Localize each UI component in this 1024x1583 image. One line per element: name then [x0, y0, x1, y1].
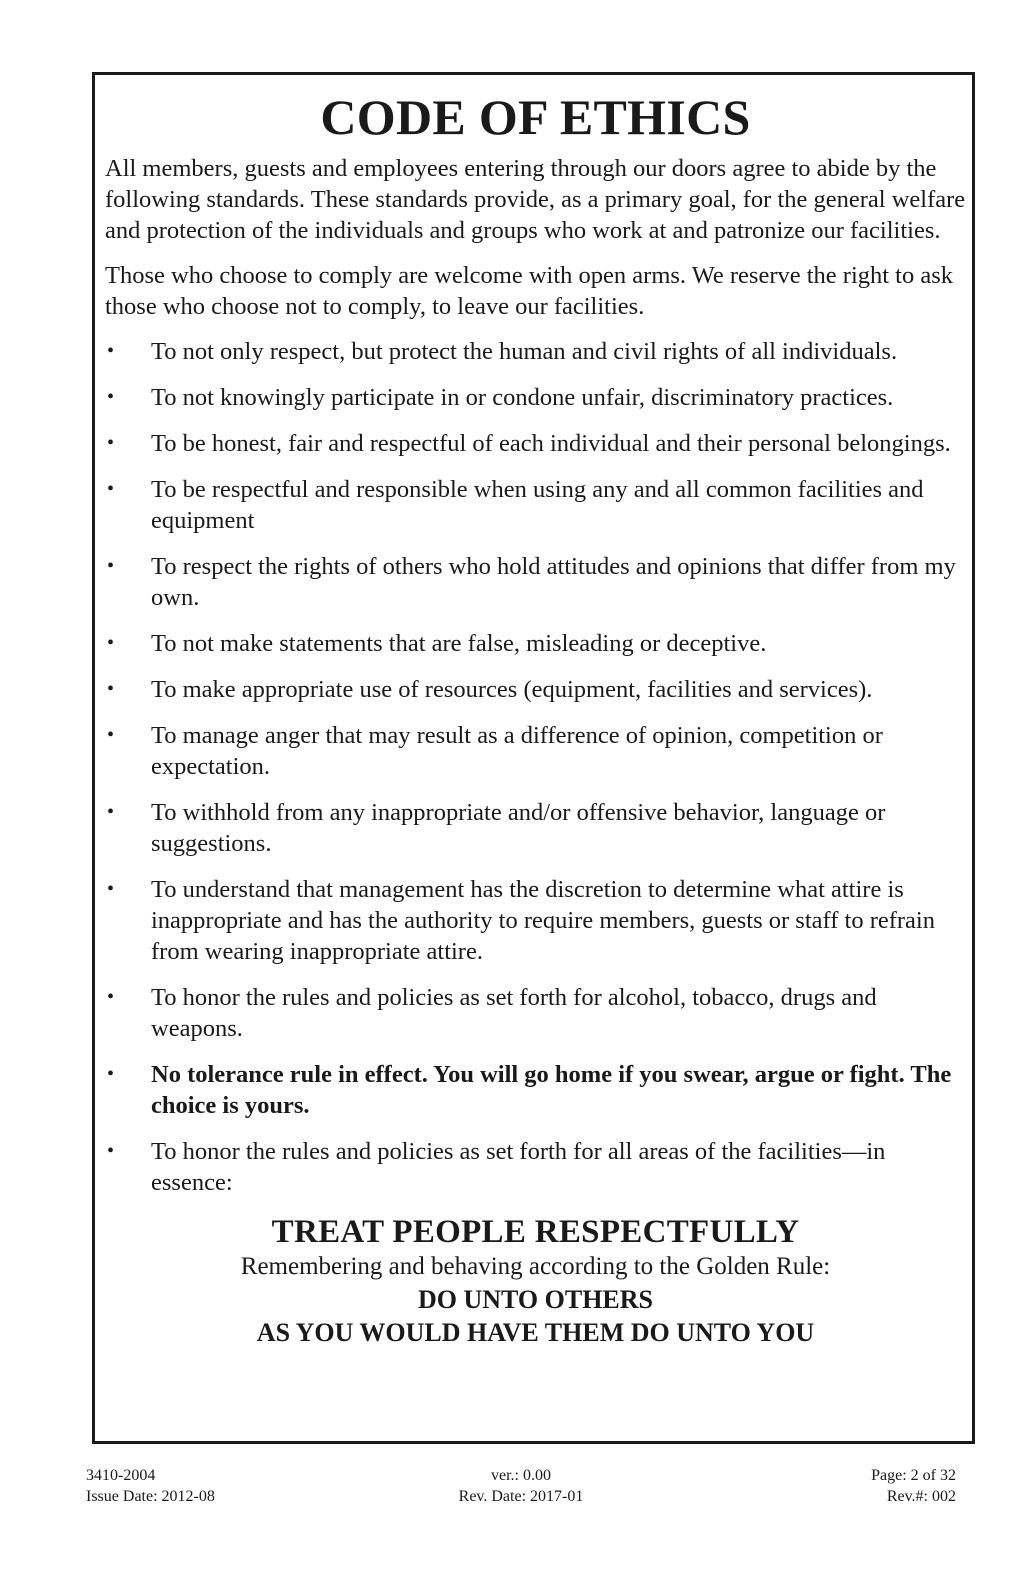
rule-text: To not knowingly participate in or condone unfair, discriminatory practices.	[151, 384, 894, 411]
rule-text: To manage anger that may result as a difference of opinion, competition or expectation.	[151, 722, 883, 780]
bullet-icon: •	[107, 432, 115, 454]
list-item	[105, 382, 966, 413]
bullet-icon: •	[107, 1063, 115, 1085]
bullet-icon: •	[107, 632, 115, 654]
rule-text: To be respectful and responsible when using any and all common facilities and equipment	[151, 476, 924, 534]
list-item	[105, 982, 966, 1044]
page-number: Page: 2 of 32	[871, 1467, 956, 1484]
bullet-icon: •	[107, 386, 115, 408]
rule-text: To not only respect, but protect the human and civil rights of all individuals.	[151, 338, 898, 365]
list-item	[105, 336, 966, 367]
list-item	[105, 474, 966, 536]
closing-section	[105, 1213, 966, 1349]
list-item	[105, 797, 966, 859]
rule-text: To not make statements that are false, misleading or deceptive.	[151, 630, 767, 657]
closing-headline: TREAT PEOPLE RESPECTFULLY	[271, 1214, 800, 1250]
bullet-icon: •	[107, 724, 115, 746]
closing-subline: Remembering and behaving according to the Golden Rule:	[240, 1253, 831, 1280]
rev-number: Rev.#: 002	[886, 1488, 956, 1505]
rule-text: To honor the rules and policies as set forth for alcohol, tobacco, drugs and weapons.	[151, 984, 877, 1042]
rules-list	[105, 336, 966, 1198]
issue-date: Issue Date: 2012-08	[86, 1488, 215, 1505]
bullet-icon: •	[107, 555, 115, 577]
list-item	[105, 874, 966, 967]
version: ver.: 0.00	[491, 1467, 551, 1484]
doc-number: 3410-2004	[86, 1467, 156, 1484]
code-of-ethics-box	[92, 72, 975, 1444]
bullet-icon: •	[107, 986, 115, 1008]
page-title: CODE OF ETHICS	[320, 89, 751, 145]
list-item	[105, 551, 966, 613]
list-item	[105, 720, 966, 782]
list-item	[105, 674, 966, 705]
rule-text: To be honest, fair and respectful of each individual and their personal belongings.	[151, 430, 951, 457]
rule-text: To withhold from any inappropriate and/or offensive behavior, language or suggestions.	[151, 799, 886, 857]
footer-center	[86, 1465, 956, 1507]
bullet-icon: •	[107, 478, 115, 500]
list-item-no-tolerance	[105, 1059, 966, 1121]
rule-text: To understand that management has the discretion to determine what attire is inappropriate and has the authority to require members, guests or staff to refrain from wearing inappropriate attire.	[151, 876, 935, 965]
rev-date: Rev. Date: 2017-01	[458, 1488, 584, 1505]
intro-paragraph-1: All members, guests and employees entering through our doors agree to abide by the following standards. These standards provide, as a primary goal, for the general welfare and protection of the individuals and groups who work at and patronize our facilities.	[105, 155, 966, 244]
rule-text: To honor the rules and policies as set forth for all areas of the facilities—in essence:	[151, 1138, 886, 1196]
list-item	[105, 628, 966, 659]
golden-rule-line-2: AS YOU WOULD HAVE THEM DO UNTO YOU	[256, 1318, 815, 1347]
list-item	[105, 1136, 966, 1198]
golden-rule-line-1: DO UNTO OTHERS	[417, 1285, 653, 1314]
bullet-icon: •	[107, 801, 115, 823]
rule-text: No tolerance rule in effect. You will go home if you swear, argue or fight. The choice is yours.	[151, 1061, 952, 1119]
rule-text: To respect the rights of others who hold attitudes and opinions that differ from my own.	[151, 553, 956, 611]
rule-text: To make appropriate use of resources (equipment, facilities and services).	[151, 676, 873, 703]
bullet-icon: •	[107, 340, 115, 362]
bullet-icon: •	[107, 878, 115, 900]
list-item	[105, 428, 966, 459]
intro-paragraph-2: Those who choose to comply are welcome with open arms. We reserve the right to ask those who choose not to comply, to leave our facilities.	[105, 262, 954, 320]
bullet-icon: •	[107, 1140, 115, 1162]
footer-right	[871, 1465, 956, 1507]
bullet-icon: •	[107, 678, 115, 700]
